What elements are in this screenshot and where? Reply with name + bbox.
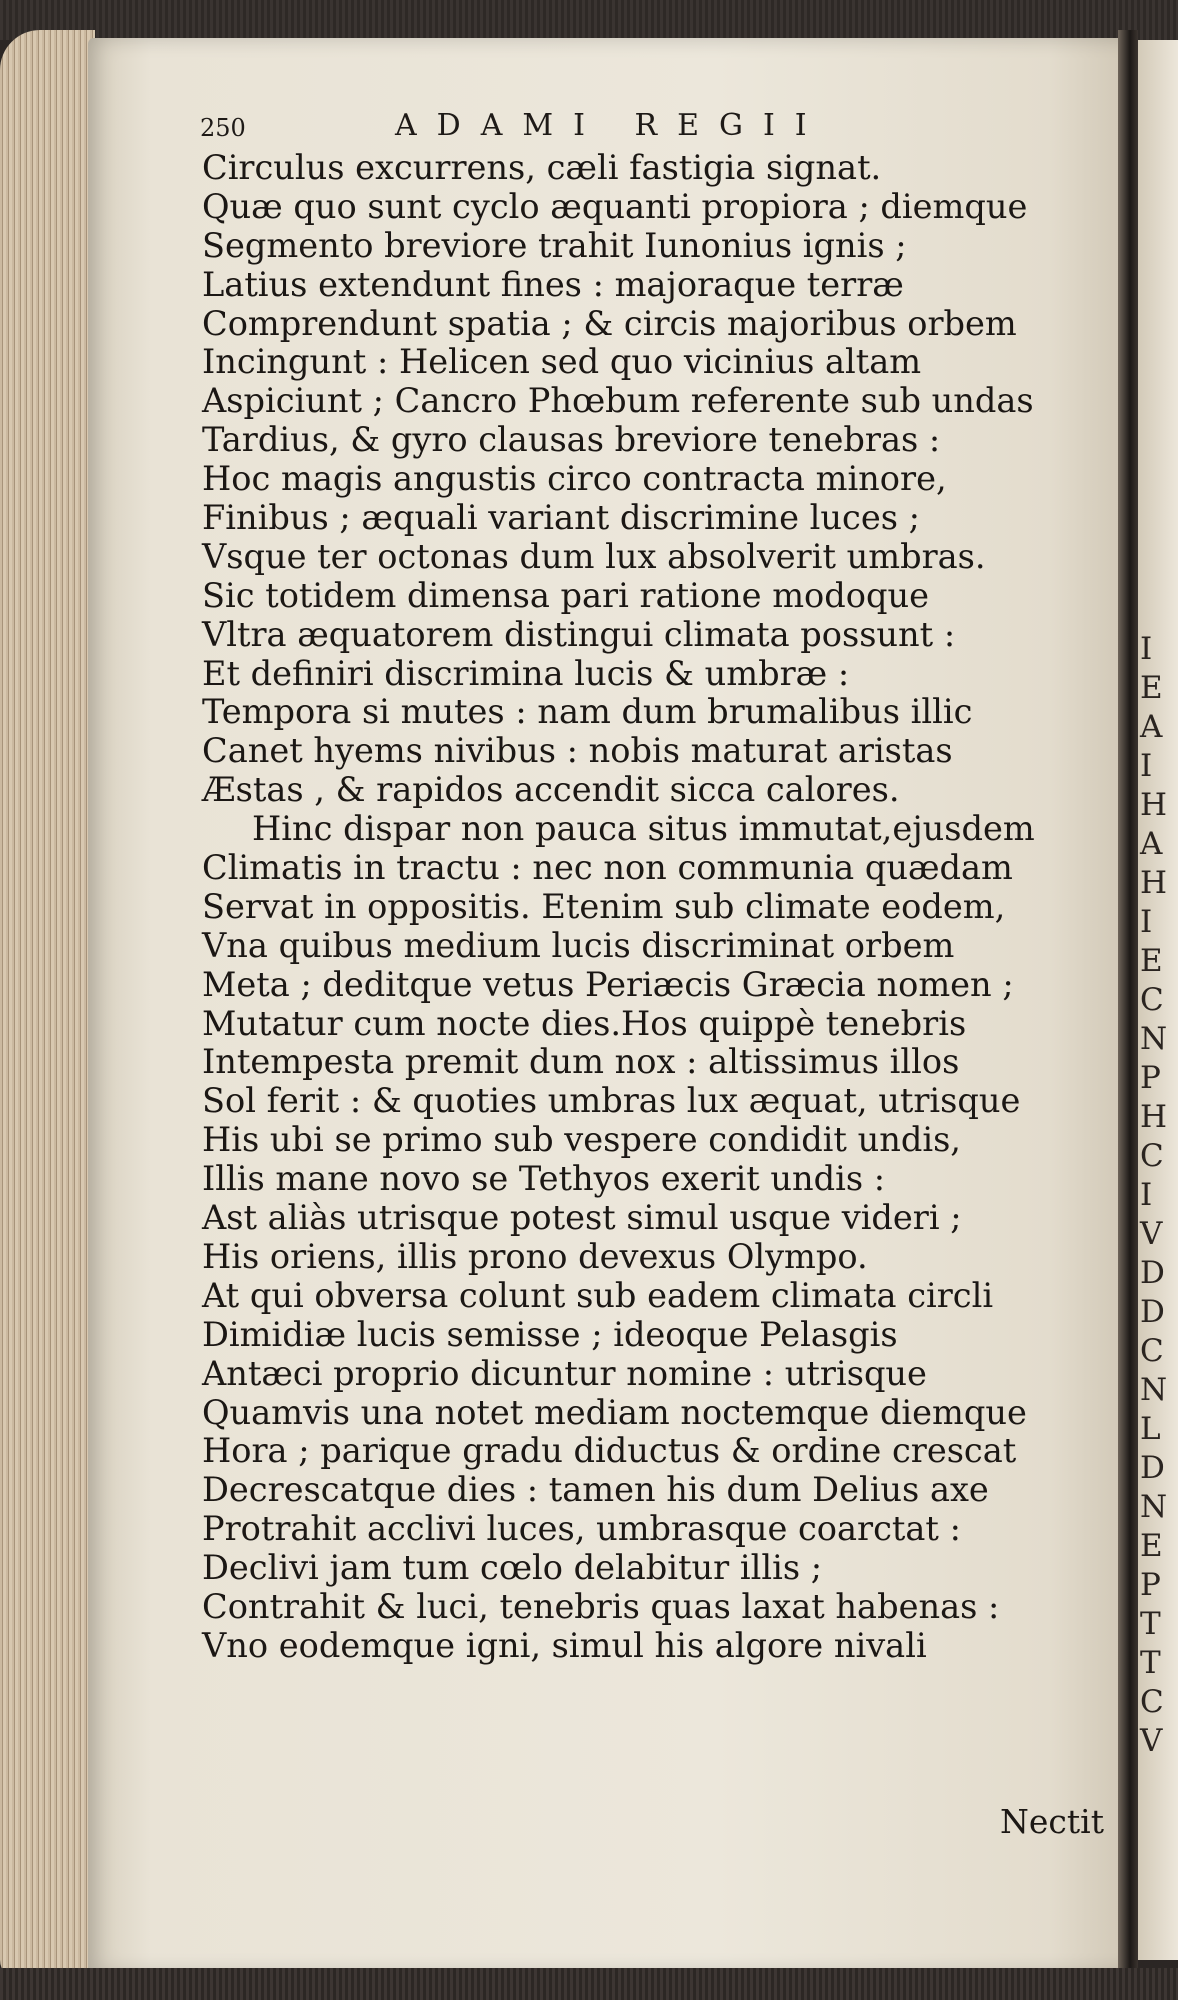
verse-line: Et definiri discrimina lucis & umbræ : [202,653,850,693]
verse-line: Antæci proprio dicuntur nomine : utrisque [202,1353,927,1393]
facing-letter: C [1140,1684,1164,1720]
facing-letter: C [1140,1333,1164,1369]
facing-letter: C [1140,982,1164,1018]
facing-letter: A [1140,826,1163,862]
verse-line: Vsque ter octonas dum lux absolverit umbras. [202,536,986,576]
verse-line: Circulus excurrens, cæli fastigia signat. [202,148,882,187]
running-title: ADAMI REGII [395,108,827,143]
verse-line: Protrahit acclivi luces, umbrasque coarctat : [202,1509,961,1549]
verse-line: Sic totidem dimensa pari ratione modoque [202,575,929,615]
verse-line: Incingunt : Helicen sed quo vicinius altam [202,342,922,382]
facing-letter: E [1140,1528,1163,1564]
facing-letter: H [1140,787,1168,823]
verse-line: Quæ quo sunt cyclo æquanti propiora ; diemque [202,186,1028,226]
verse-line: Aspiciunt ; Cancro Phœbum referente sub undas [202,381,1034,421]
facing-letter: N [1140,1021,1168,1057]
verse-line: Vno eodemque igni, simul his algore nivali [202,1625,927,1665]
facing-letter: I [1140,631,1153,667]
facing-letter: I [1140,748,1153,784]
verse-line: Segmento breviore trahit Iunonius ignis ; [202,225,907,265]
gutter-shadow [1118,30,1138,1985]
facing-letter: P [1140,1567,1161,1603]
verse-line: Illis mane novo se Tethyos exerit undis : [202,1159,886,1199]
verse-line: Servat in oppositis. Etenim sub climate eodem, [202,886,1006,926]
page-number: 250 [200,114,246,142]
facing-letter: N [1140,1489,1168,1525]
verse-line: Vna quibus medium lucis discriminat orbem [202,925,955,965]
verse-line: Hora ; parique gradu diductus & ordine crescat [202,1431,1017,1471]
verse-line: Ast aliàs utrisque potest simul usque videri ; [202,1198,962,1238]
facing-letter: P [1140,1060,1161,1096]
verse-line: Hoc magis angustis circo contracta minore, [202,459,947,499]
facing-letter: T [1140,1606,1161,1642]
verse-line: His ubi se primo sub vespere condidit undis, [202,1120,961,1160]
verse-line: Dimidiæ lucis semisse ; ideoque Pelasgis [202,1314,898,1354]
verse-line: His oriens, illis prono devexus Olympo. [202,1236,868,1276]
facing-letter: N [1140,1372,1168,1408]
verse-line: Latius extendunt fines : majoraque terræ [202,264,904,304]
facing-page-edge [1138,40,1178,1960]
facing-letter: L [1140,1411,1161,1447]
verse-line: Intempesta premit dum nox : altissimus illos [202,1042,960,1082]
verse-line: Tempora si mutes : nam dum brumalibus illic [202,692,973,732]
facing-letter: V [1140,1216,1163,1252]
verse-line: At qui obversa colunt sub eadem climata circli [202,1275,994,1315]
verse-line: Meta ; deditque vetus Periæcis Græcia nomen ; [202,964,1014,1004]
verse-text [202,149,1035,1666]
facing-page-letters [1140,630,1167,1761]
verse-line: Declivi jam tum cœlo delabitur illis ; [202,1548,823,1588]
facing-letter: I [1140,904,1153,940]
facing-letter: E [1140,670,1163,706]
facing-letter: C [1140,1138,1164,1174]
verse-line: Contrahit & luci, tenebris quas laxat habenas : [202,1586,1000,1626]
facing-letter: A [1140,709,1163,745]
binding-cloth-bottom [0,1968,1178,2000]
facing-letter: H [1140,865,1168,901]
verse-line: Canet hyems nivibus : nobis maturat aristas [202,731,953,771]
verse-line: Climatis in tractu : nec non communia quædam [202,848,1013,888]
page-edges [0,30,95,1980]
verse-line: Comprendunt spatia ; & circis majoribus orbem [202,303,1017,343]
facing-letter: H [1140,1099,1168,1135]
facing-letter: T [1140,1645,1161,1681]
verse-line: Hinc dispar non pauca situs immutat,ejusdem [252,809,1035,849]
binding-cloth-top [0,0,1178,40]
facing-letter: I [1140,1177,1153,1213]
facing-letter: V [1140,1723,1163,1759]
verse-line: Quamvis una notet mediam noctemque diemque [202,1392,1027,1432]
facing-letter: D [1140,1255,1165,1291]
verse-line: Tardius, & gyro clausas breviore tenebras : [202,420,941,460]
facing-letter: D [1140,1294,1165,1330]
facing-letter: E [1140,943,1163,979]
verse-line: Finibus ; æquali variant discrimine luces ; [202,498,920,538]
verse-line: Decrescatque dies : tamen his dum Delius axe [202,1470,989,1510]
verse-line: Mutatur cum nocte dies.Hos quippè tenebris [202,1003,967,1043]
verse-line: Æstas , & rapidos accendit sicca calores. [202,770,900,810]
page-header [200,108,980,148]
catchword: Nectit [1000,1802,1104,1841]
facing-letter: D [1140,1450,1165,1486]
verse-line: Sol ferit : & quoties umbras lux æquat, utrisque [202,1081,1021,1121]
verse-line: Vltra æquatorem distingui climata possunt : [202,614,956,654]
